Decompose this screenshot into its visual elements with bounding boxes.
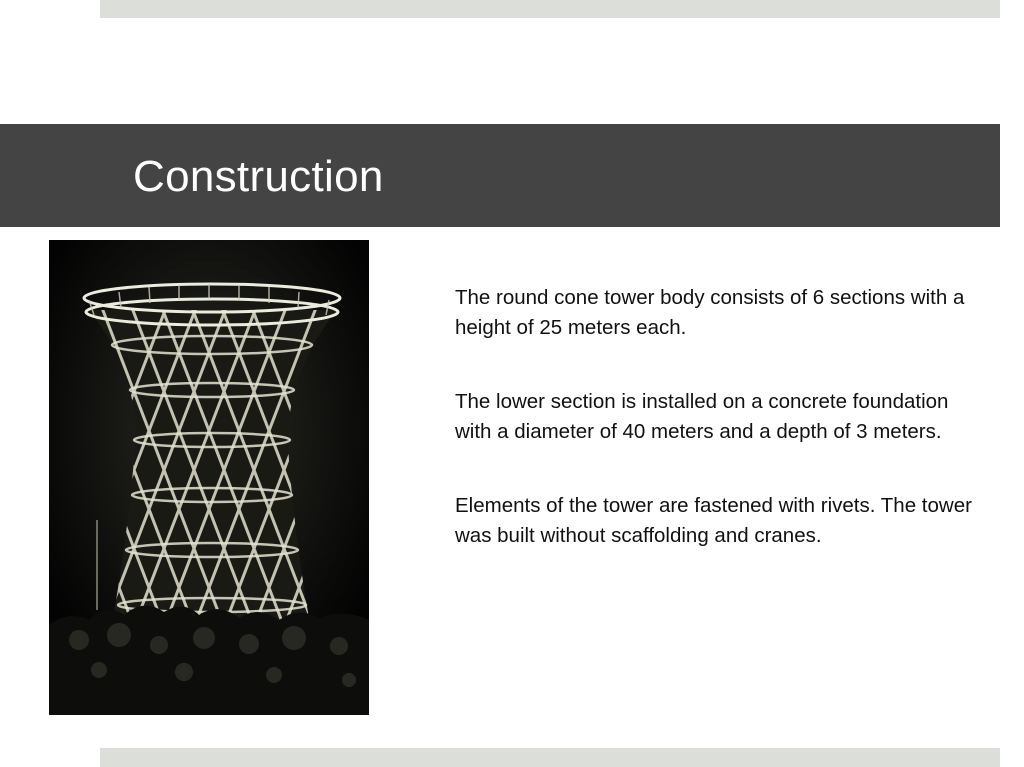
tower-illustration — [49, 240, 369, 715]
bottom-accent-strip — [100, 748, 1000, 767]
tower-photo — [49, 240, 369, 715]
content-text — [455, 283, 975, 595]
paragraph-sections: The round cone tower body consists of 6 sections with a height of 25 meters each. — [455, 286, 965, 339]
top-accent-strip — [100, 0, 1000, 18]
slide-title: Construction — [133, 152, 384, 201]
paragraph-foundation: The lower section is installed on a concrete foundation with a diameter of 40 meters and a depth of 3 meters. — [455, 390, 949, 443]
paragraph-rivets: Elements of the tower are fastened with rivets. The tower was built without scaffolding and cranes. — [455, 494, 972, 547]
